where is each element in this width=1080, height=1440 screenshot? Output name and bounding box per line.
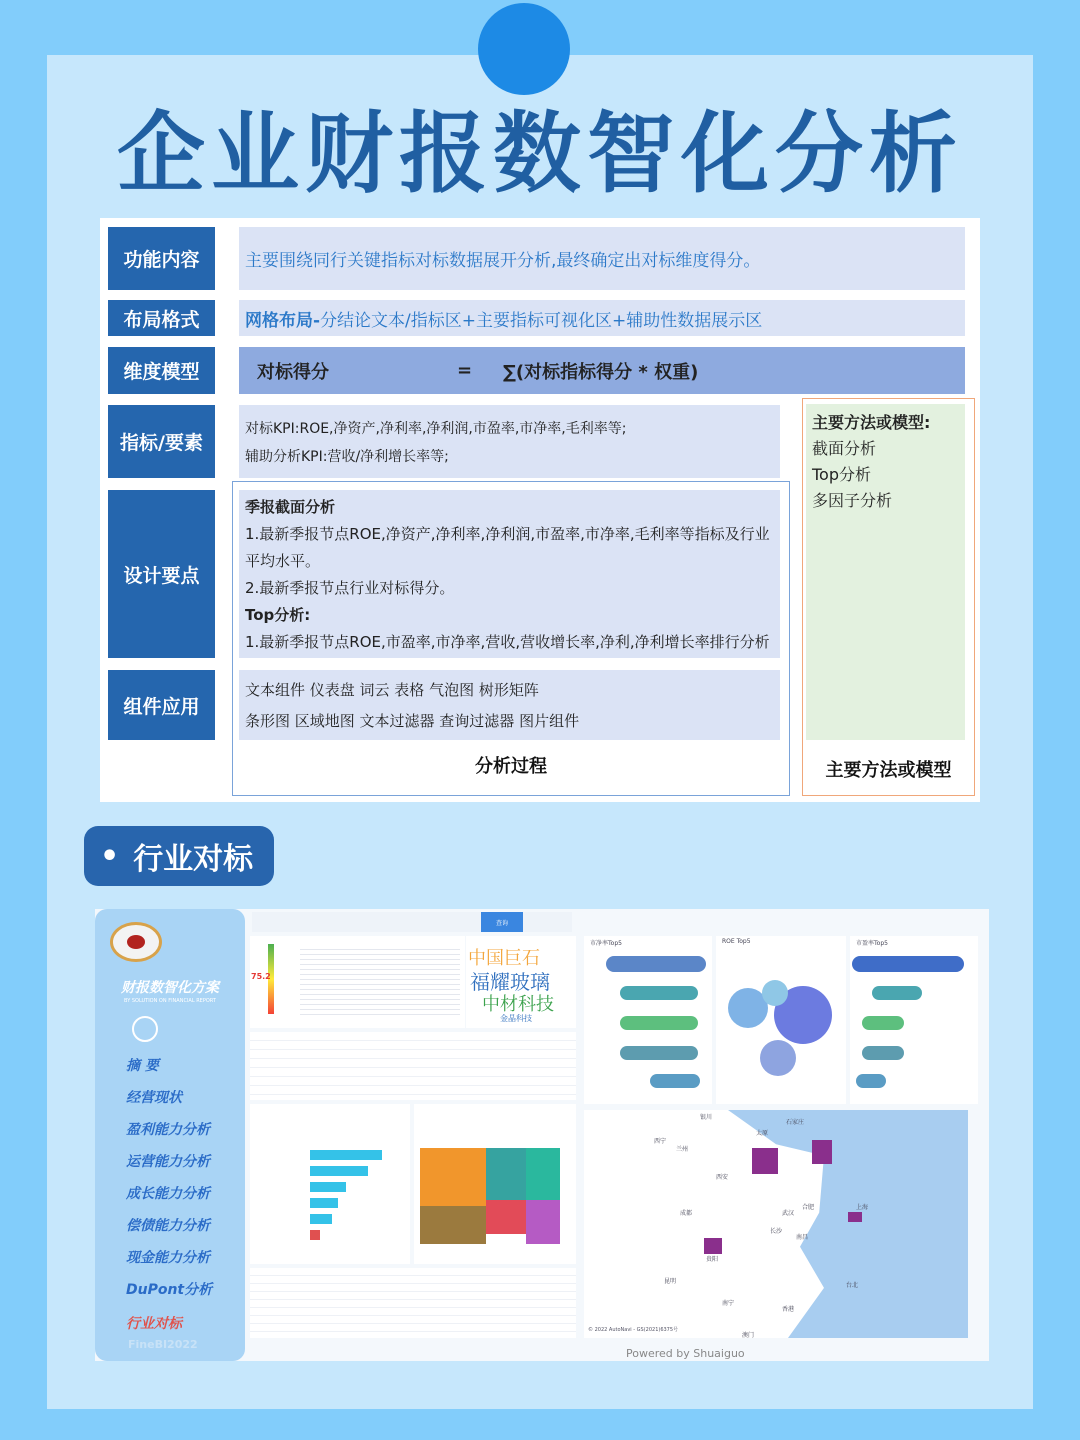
filter-bar (252, 912, 572, 932)
city-label: 西安 (716, 1174, 729, 1181)
page-title: 企业财报数智化分析 (116, 102, 963, 205)
city-label: 兰州 (676, 1146, 689, 1153)
label-layout: 布局格式 (108, 300, 215, 336)
city-label: 南昌 (796, 1234, 809, 1241)
components-line1: 文本组件 仪表盘 词云 表格 气泡图 树形矩阵 (245, 681, 539, 699)
pill (650, 1074, 700, 1088)
model-formula (239, 347, 965, 394)
kpi-line1: 对标KPI:ROE,净资产,净利率,净利润,市盈率,市净率,毛利率等; (245, 420, 627, 437)
kpi-text (239, 405, 780, 478)
credit-text: Powered by Shuaiguo (626, 1347, 745, 1360)
map-copyright: © 2022 AutoNavi - GS(2021)6375号 (588, 1327, 679, 1333)
city-label: 合肥 (802, 1204, 815, 1211)
top-circle-decoration (478, 3, 570, 95)
method-box (806, 404, 965, 740)
treemap-cell (526, 1200, 560, 1244)
label-components: 组件应用 (108, 670, 215, 740)
bar (310, 1230, 320, 1240)
design-l2: 平均水平。 (245, 552, 321, 570)
kpi-line2: 辅助分析KPI:营收/净利增长率等; (245, 448, 449, 465)
nav-summary[interactable]: 摘 要 (126, 1058, 159, 1074)
map-region (704, 1238, 722, 1254)
pill (862, 1016, 904, 1030)
nav-cash[interactable]: 现金能力分析 (126, 1250, 210, 1266)
pill (862, 1046, 904, 1060)
kpi-table (250, 1032, 576, 1100)
section-bullet: • (100, 838, 120, 874)
design-l3: 2.最新季报节点行业对标得分。 (245, 579, 455, 597)
gauge-value: 75.2 (251, 972, 271, 981)
design-h1: 季报截面分析 (245, 498, 336, 516)
bar (310, 1150, 382, 1160)
brand-emblem-icon (132, 1016, 158, 1042)
method-item: 多因子分析 (812, 491, 893, 510)
pill (606, 956, 706, 972)
city-label: 太原 (756, 1130, 769, 1137)
method-item: Top分析 (812, 465, 872, 484)
layout-text-bold: 网格布局- (245, 310, 321, 331)
pill (620, 986, 698, 1000)
pill (620, 1046, 698, 1060)
detail-table (250, 1268, 576, 1338)
method-item: 截面分析 (812, 439, 877, 458)
label-design: 设计要点 (108, 490, 215, 658)
method-caption: 主要方法或模型 (825, 760, 952, 781)
city-label: 台北 (846, 1282, 859, 1289)
word: 金晶科技 (500, 1014, 532, 1023)
nav-growth[interactable]: 成长能力分析 (126, 1186, 210, 1202)
design-h2: Top分析: (245, 606, 311, 624)
brand-sub: BY SOLUTION ON FINANCIAL REPORT (124, 998, 216, 1004)
components-line2: 条形图 区域地图 文本过滤器 查询过滤器 图片组件 (245, 712, 580, 730)
brand-name: 财报数智化方案 (121, 980, 219, 996)
city-label: 西宁 (654, 1138, 667, 1145)
bubble (762, 980, 788, 1006)
logo-icon (110, 922, 162, 962)
bar (310, 1198, 338, 1208)
city-label: 银川 (700, 1114, 713, 1121)
nav-dupont[interactable]: DuPont分析 (126, 1282, 213, 1298)
word: 中材科技 (482, 994, 554, 1015)
treemap-cell (486, 1200, 526, 1234)
label-model: 维度模型 (108, 347, 215, 394)
process-caption: 分析过程 (475, 756, 547, 777)
city-label: 香港 (782, 1306, 795, 1313)
city-label: 武汉 (782, 1210, 795, 1217)
label-kpi: 指标/要素 (108, 405, 215, 478)
map-region (752, 1148, 778, 1174)
function-text: 主要围绕同行关键指标对标数据展开分析,最终确定出对标维度得分。 (239, 227, 965, 290)
sidebar-footer: FineBI2022 (128, 1338, 198, 1351)
treemap-cell (526, 1148, 560, 1200)
word: 福耀玻璃 (470, 970, 550, 994)
nav-operating[interactable]: 运营能力分析 (126, 1154, 210, 1170)
layout-text-rest: 分结论文本/指标区+主要指标可视化区+辅助性数据展示区 (320, 310, 763, 331)
city-label: 澳门 (742, 1332, 755, 1339)
summary-text-block (300, 945, 460, 1017)
city-label: 南宁 (722, 1300, 735, 1307)
section-label: 行业对标 (133, 842, 254, 877)
model-left: 对标得分 (257, 361, 329, 383)
components-text (239, 670, 780, 740)
nav-benchmark[interactable]: 行业对标 (126, 1316, 182, 1332)
pill (856, 1074, 886, 1088)
layout-text (239, 300, 965, 336)
word: 中国巨石 (468, 948, 540, 969)
nav-operation[interactable]: 经营现状 (126, 1090, 182, 1106)
map-region (848, 1212, 862, 1222)
bubble (760, 1040, 796, 1076)
city-label: 长沙 (770, 1228, 783, 1235)
pill (852, 956, 964, 972)
city-label: 成都 (680, 1210, 693, 1217)
nav-solvency[interactable]: 偿债能力分析 (126, 1218, 210, 1234)
treemap-cell (420, 1206, 486, 1244)
city-label: 上海 (856, 1204, 869, 1211)
nav-profit[interactable]: 盈利能力分析 (126, 1122, 210, 1138)
design-text (239, 490, 780, 658)
bar (310, 1214, 332, 1224)
design-l1: 1.最新季报节点ROE,净资产,净利率,净利润,市盈率,市净率,毛利率等指标及行业 (245, 525, 770, 543)
city-label: 石家庄 (786, 1119, 805, 1126)
treemap-cell (420, 1148, 486, 1206)
design-l4: 1.最新季报节点ROE,市盈率,市净率,营收,营收增长率,净利,净利增长率排行分析 (245, 633, 770, 651)
model-eq: = (457, 360, 473, 381)
bar (310, 1182, 346, 1192)
panel-title: ROE Top5 (722, 938, 751, 945)
method-heading: 主要方法或模型: (812, 413, 931, 432)
map-region (812, 1140, 832, 1164)
label-function: 功能内容 (108, 227, 215, 290)
city-label: 贵阳 (706, 1256, 719, 1263)
model-right: ∑(对标指标得分 * 权重) (503, 361, 699, 383)
bar (310, 1166, 368, 1176)
section-industry-benchmark (84, 826, 274, 886)
pill (620, 1016, 698, 1030)
query-button[interactable]: 查询 (481, 912, 523, 932)
panel-title: 市净率Top5 (590, 940, 622, 947)
panel-title: 市盈率Top5 (856, 940, 888, 947)
treemap-cell (486, 1148, 526, 1200)
city-label: 昆明 (664, 1278, 677, 1285)
pill (872, 986, 922, 1000)
